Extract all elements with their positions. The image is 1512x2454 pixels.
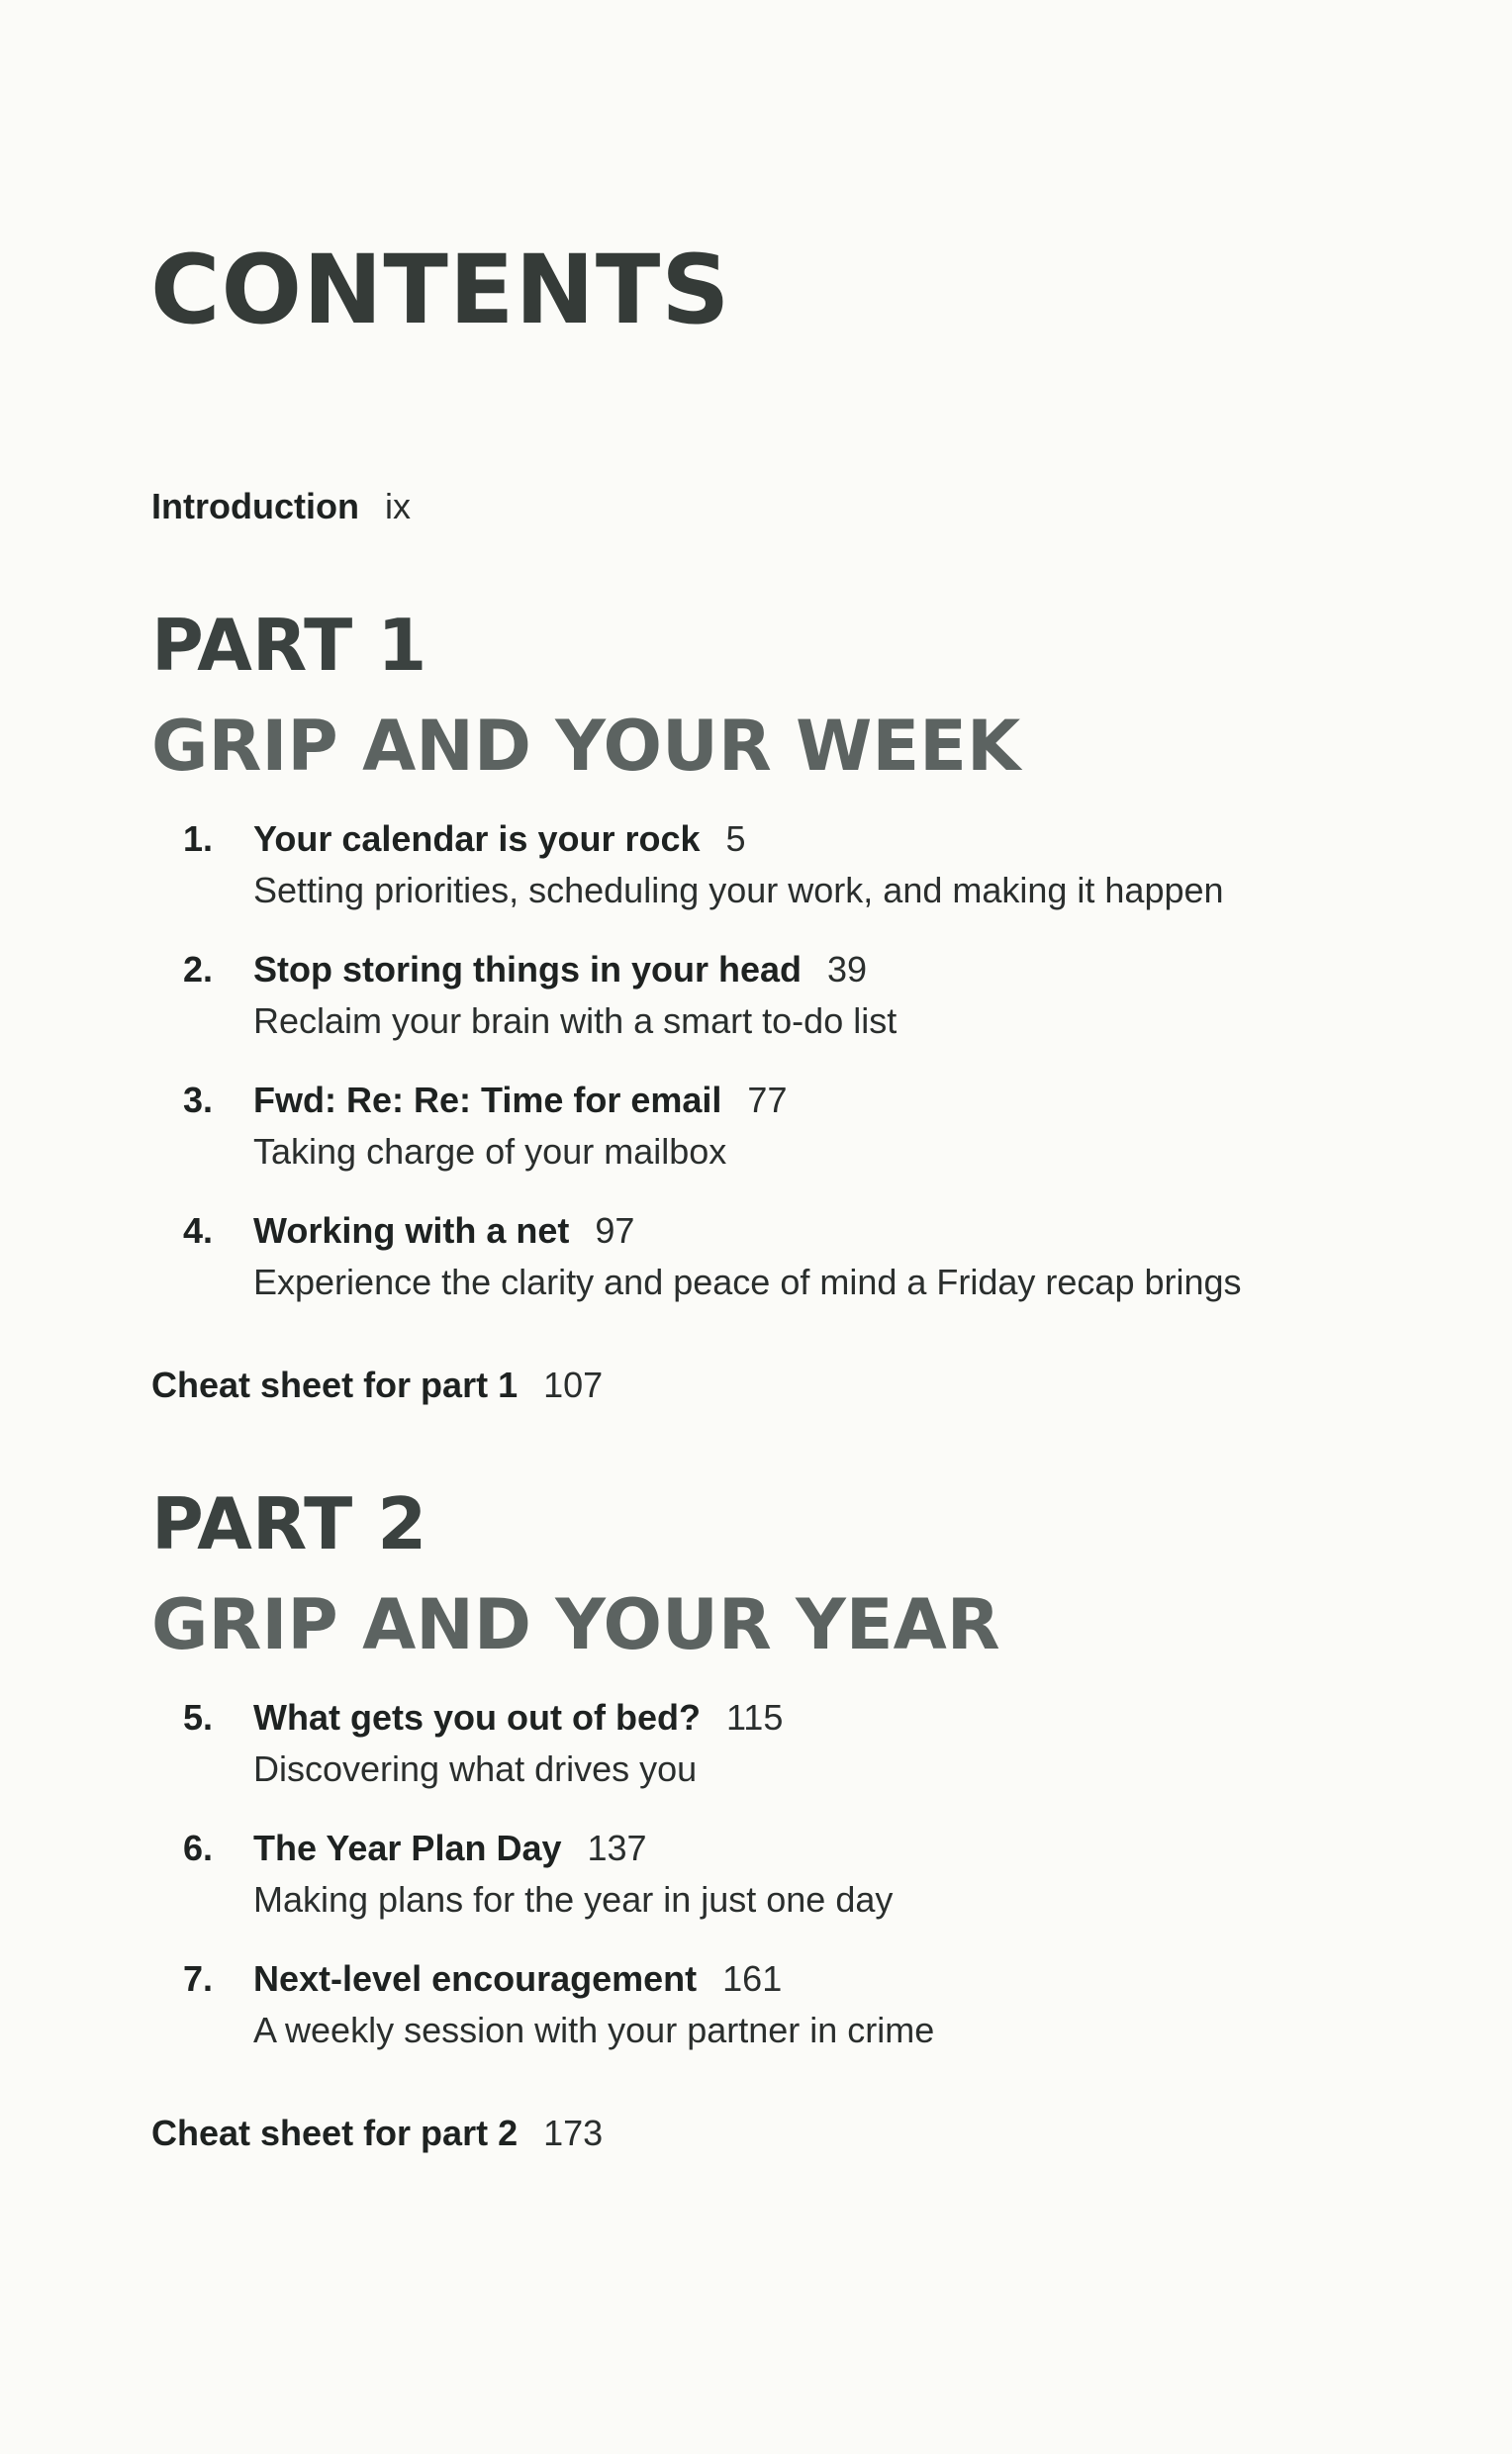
chapter-title: Next-level encouragement <box>253 1958 698 1999</box>
chapter-subtitle: Making plans for the year in just one day <box>253 1879 894 1920</box>
page-title: CONTENTS <box>150 235 731 345</box>
chapter-number: 3. <box>182 1080 213 1120</box>
part-number: PART 2 <box>151 1482 427 1565</box>
toc-entry-introduction[interactable] <box>151 485 411 528</box>
chapter-subtitle: Reclaim your brain with a smart to-do list <box>253 1000 898 1041</box>
entry-title: Cheat sheet for part 2 <box>151 2113 519 2153</box>
entry-page-number: 107 <box>543 1365 604 1405</box>
chapter-page-number: 77 <box>747 1080 788 1120</box>
chapter-page-number: 39 <box>827 949 868 990</box>
chapter-title: Your calendar is your rock <box>253 818 701 859</box>
chapter-title: Stop storing things in your head <box>253 949 802 990</box>
chapter-subtitle: A weekly session with your partner in crime <box>253 2010 935 2050</box>
chapter-title: Fwd: Re: Re: Time for email <box>253 1080 722 1120</box>
chapter-subtitle: Taking charge of your mailbox <box>253 1131 727 1172</box>
part-title: GRIP AND YOUR YEAR <box>151 1584 1000 1665</box>
entry-title: Introduction <box>151 486 359 526</box>
entry-page-number: 173 <box>543 2113 604 2153</box>
chapter-page-number: 97 <box>595 1210 635 1251</box>
chapter-number: 2. <box>182 949 213 990</box>
chapter-subtitle: Experience the clarity and peace of mind a Friday recap brings <box>253 1262 1242 1302</box>
part-title: GRIP AND YOUR WEEK <box>151 706 1021 787</box>
chapter-page-number: 115 <box>725 1697 784 1738</box>
chapter-number: 5. <box>182 1697 213 1738</box>
chapter-number: 6. <box>182 1828 213 1868</box>
chapter-title: Working with a net <box>253 1210 570 1251</box>
chapter-number: 4. <box>182 1210 213 1251</box>
chapter-page-number: 5 <box>725 818 746 859</box>
entry-page-number: ix <box>384 486 411 526</box>
chapter-page-number: 137 <box>587 1828 647 1868</box>
chapter-title: The Year Plan Day <box>253 1828 562 1868</box>
chapter-number: 7. <box>182 1958 213 1999</box>
part-number: PART 1 <box>151 604 427 687</box>
chapter-subtitle: Discovering what drives you <box>253 1748 698 1789</box>
toc-entry-cheat-sheet[interactable] <box>151 1364 603 1407</box>
chapter-subtitle: Setting priorities, scheduling your work, and making it happen <box>253 870 1224 910</box>
chapter-page-number: 161 <box>722 1958 783 1999</box>
chapter-title: What gets you out of bed? <box>253 1697 701 1738</box>
chapter-number: 1. <box>182 818 213 859</box>
entry-title: Cheat sheet for part 1 <box>151 1365 519 1405</box>
toc-entry-cheat-sheet[interactable] <box>151 2112 603 2155</box>
